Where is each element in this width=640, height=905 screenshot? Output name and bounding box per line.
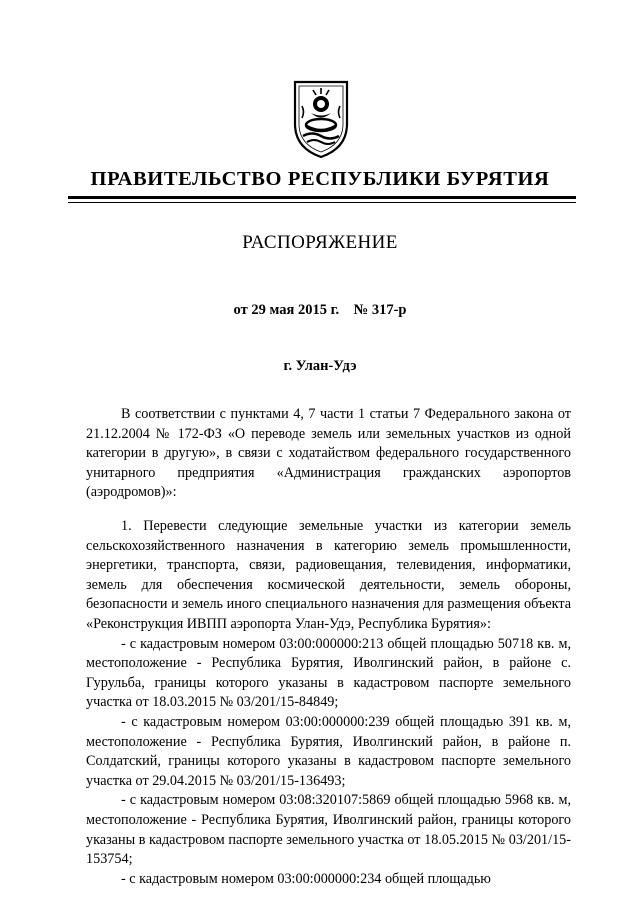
parcel-item: - с кадастровым номером 03:00:000000:234 общей площадью (121, 870, 491, 887)
government-title: ПРАВИТЕЛЬСТВО РЕСПУБЛИКИ БУРЯТИЯ (90, 168, 550, 190)
item-1-text: 1. Перевести следующие земельные участки из категории земель сельскохозяйственного назначения в категорию земель промышленности, энергетики, транспорта, связи, радиовещания, телевидения, информатики, земель для обеспечения космической деятельности, земель обороны, безопасности и земель иного специального назначения для размещения объекта «Реконструкция ИВПП аэропорта Улан-Удэ, Республика Бурятия»: (86, 518, 571, 632)
header-rule-thick (68, 196, 576, 199)
document-type-heading: РАСПОРЯЖЕНИЕ (242, 232, 398, 253)
document-place: г. Улан-Удэ (283, 358, 357, 374)
intro-text: В соответствии с пунктами 4, 7 части 1 статьи 7 Федерального закона от 21.12.2004 № 172-ФЗ «О переводе земель или земельных участков из одной категории в другую», в связи с ходатайством федерального государственного унитарного предприятия «Администрация гражданских аэропортов (аэродромов)»: (86, 406, 571, 501)
parcel-item: - с кадастровым номером 03:00:000000:239 общей площадью 391 кв. м, местоположение - Республика Бурятия, Иволгинский район, в районе п. Солдатский, границы которого указаны в кадастровом паспорте земельного участка от 29.04.2015 № 03/201/15-136493; (86, 713, 571, 789)
parcel-item: - с кадастровым номером 03:00:000000:213 общей площадью 50718 кв. м, местоположение - Республика Бурятия, Иволгинский район, в районе с. Гурульба, границы которого указаны в кадастровом паспорте земельного участка от 18.03.2015 № 03/201/15-84849; (86, 635, 571, 711)
parcel-item: - с кадастровым номером 03:08:320107:5869 общей площадью 5968 кв. м, местоположение - Республика Бурятия, Иволгинский район, границы которого указаны в кадастровом паспорте земельного участка от 18.05.2015 № 03/201/15-153754; (86, 792, 571, 868)
main-section (86, 517, 571, 889)
intro-paragraph (86, 405, 571, 503)
emblem-icon (291, 78, 351, 160)
header-rule-thin (68, 202, 576, 203)
document-date-number: от 29 мая 2015 г. № 317-р (233, 302, 407, 318)
